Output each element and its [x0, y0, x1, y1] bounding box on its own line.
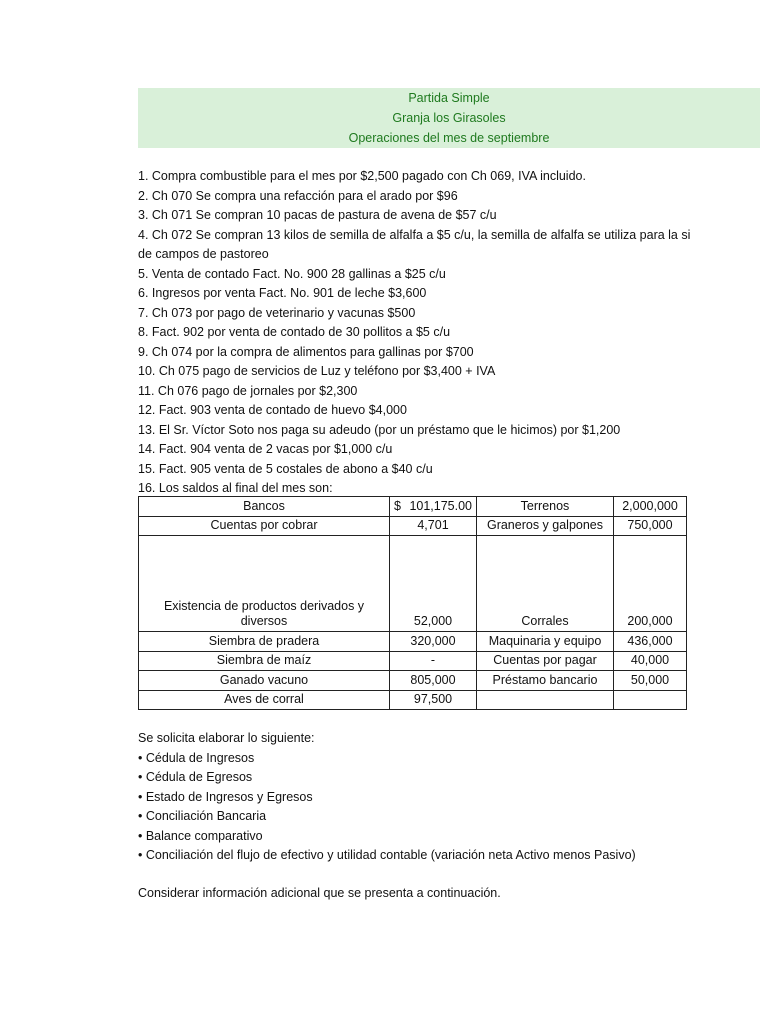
- table-row: [139, 671, 687, 691]
- account-name: [477, 690, 614, 710]
- company-name: Granja los Girasoles: [392, 111, 506, 125]
- doc-title: Partida Simple: [408, 91, 490, 105]
- account-name: Graneros y galpones: [477, 516, 614, 536]
- account-value: [390, 497, 477, 517]
- requirement-item: • Conciliación Bancaria: [138, 809, 267, 823]
- account-value: 805,000: [390, 671, 477, 691]
- account-value: 320,000: [390, 632, 477, 652]
- account-value: 436,000: [614, 632, 687, 652]
- requirements-section: [138, 729, 698, 866]
- operation-item: 6. Ingresos por venta Fact. No. 901 de leche $3,600: [138, 286, 427, 300]
- account-name: Cuentas por cobrar: [139, 516, 390, 536]
- operation-item: 9. Ch 074 por la compra de alimentos para gallinas por $700: [138, 344, 474, 359]
- operation-item: 7. Ch 073 por pago de veterinario y vacunas $500: [138, 305, 416, 320]
- account-value: 200,000: [614, 536, 687, 632]
- account-name: Préstamo bancario: [477, 671, 614, 691]
- operation-item: 11. Ch 076 pago de jornales por $2,300: [138, 383, 358, 398]
- account-name: Terrenos: [477, 497, 614, 517]
- table-row: [139, 632, 687, 652]
- operation-item: 13. El Sr. Víctor Soto nos paga su adeudo (por un préstamo que le hicimos) por $1,200: [138, 422, 621, 437]
- operation-item: 5. Venta de contado Fact. No. 900 28 gallinas a $25 c/u: [138, 266, 446, 281]
- operation-item: 8. Fact. 902 por venta de contado de 30 pollitos a $5 c/u: [138, 325, 451, 339]
- account-name: Corrales: [477, 536, 614, 632]
- requirement-item: • Cédula de Ingresos: [138, 750, 255, 765]
- requirements-intro: Se solicita elaborar lo siguiente:: [138, 731, 315, 745]
- account-value: 40,000: [614, 651, 687, 671]
- operation-item: de campos de pastoreo: [138, 247, 269, 261]
- account-name: Existencia de productos derivados y diversos: [139, 536, 390, 632]
- account-value: 52,000: [390, 536, 477, 632]
- account-name: Bancos: [139, 497, 390, 517]
- account-value: -: [390, 651, 477, 671]
- period-title: Operaciones del mes de septiembre: [348, 131, 550, 145]
- table-row: [139, 516, 687, 536]
- account-value: 750,000: [614, 516, 687, 536]
- account-name: Maquinaria y equipo: [477, 632, 614, 652]
- operation-item: 14. Fact. 904 venta de 2 vacas por $1,000 c/u: [138, 442, 393, 456]
- currency-symbol: $: [394, 498, 401, 513]
- account-name: Siembra de pradera: [139, 632, 390, 652]
- account-name: Cuentas por pagar: [477, 651, 614, 671]
- title-banner: [138, 88, 760, 148]
- operation-item: 10. Ch 075 pago de servicios de Luz y teléfono por $3,400 + IVA: [138, 364, 496, 378]
- amount-value: 101,175.00: [409, 498, 472, 513]
- operation-item: 15. Fact. 905 venta de 5 costales de abono a $40 c/u: [138, 461, 433, 476]
- table-row: [139, 497, 687, 517]
- requirement-item: • Conciliación del flujo de efectivo y utilidad contable (variación neta Activo menos Pasivo): [138, 848, 636, 862]
- operation-item: 2. Ch 070 Se compra una refacción para el arado por $96: [138, 188, 458, 203]
- requirement-item: • Cédula de Egresos: [138, 770, 253, 784]
- requirement-item: • Balance comparativo: [138, 828, 263, 843]
- table-row: [139, 536, 687, 632]
- account-value: 4,701: [390, 516, 477, 536]
- table-row: [139, 690, 687, 710]
- account-value: 97,500: [390, 690, 477, 710]
- requirement-item: • Estado de Ingresos y Egresos: [138, 789, 313, 804]
- operation-item: 1. Compra combustible para el mes por $2,500 pagado con Ch 069, IVA incluido.: [138, 169, 586, 183]
- closing-note: Considerar información adicional que se presenta a continuación.: [138, 886, 501, 900]
- operation-item: 16. Los saldos al final del mes son:: [138, 481, 333, 495]
- account-value: [614, 690, 687, 710]
- account-name: Ganado vacuno: [139, 671, 390, 691]
- operation-item: 3. Ch 071 Se compran 10 pacas de pastura de avena de $57 c/u: [138, 208, 497, 222]
- operation-item: 4. Ch 072 Se compran 13 kilos de semilla de alfalfa a $5 c/u, la semilla de alfalfa se utiliza para la si: [138, 227, 691, 242]
- table-row: [139, 651, 687, 671]
- balances-table: [138, 496, 687, 710]
- operation-item: 12. Fact. 903 venta de contado de huevo $4,000: [138, 403, 407, 417]
- operations-list: [138, 167, 698, 499]
- account-value: 2,000,000: [614, 497, 687, 517]
- account-name: Siembra de maíz: [139, 651, 390, 671]
- account-value: 50,000: [614, 671, 687, 691]
- account-name: Aves de corral: [139, 690, 390, 710]
